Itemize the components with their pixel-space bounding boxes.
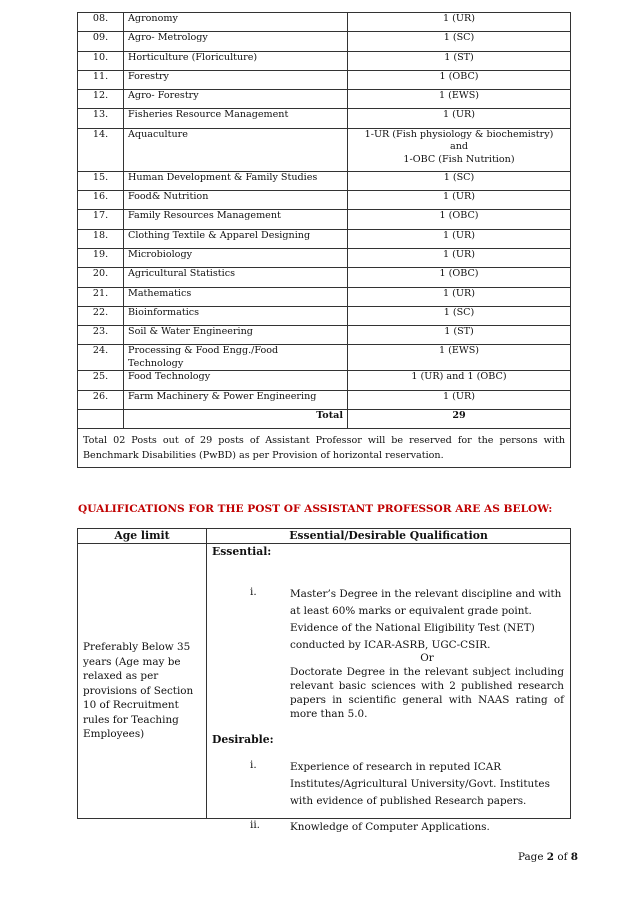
essential-label: Essential:: [212, 545, 272, 558]
posts-line: 1-OBC (Fish Nutrition): [403, 153, 515, 165]
page-footer: [518, 851, 578, 863]
subject-cell: Family Resources Management: [124, 210, 348, 229]
subject-cell: Soil & Water Engineering: [124, 326, 348, 345]
table-row: [78, 326, 571, 345]
row-number: 18.: [78, 229, 124, 248]
subject-cell: Food Technology: [124, 371, 348, 390]
subject-cell: Agro- Metrology: [124, 32, 348, 51]
posts-table: [77, 12, 571, 468]
desirable-item: [212, 819, 564, 836]
posts-cell: 1 (SC): [348, 306, 571, 325]
posts-line: and: [449, 141, 469, 153]
desirable-item: [212, 759, 564, 810]
row-number: 14.: [78, 128, 124, 171]
subject-cell: Microbiology: [124, 248, 348, 267]
age-limit-text: Preferably Below 35 years (Age may be relaxed as per provisions of Section 10 of Recruitment rules for Teaching Employees): [83, 641, 194, 740]
row-number: 17.: [78, 210, 124, 229]
qualification-header: Essential/Desirable Qualification: [207, 529, 571, 544]
posts-cell: 1 (ST): [348, 326, 571, 345]
table-row: [78, 268, 571, 287]
table-row: [78, 229, 571, 248]
posts-cell: 1 (UR) and 1 (OBC): [348, 371, 571, 390]
row-number: 19.: [78, 248, 124, 267]
qualifications-table: [77, 528, 571, 833]
row-number: 13.: [78, 109, 124, 128]
or-text: Or: [420, 652, 434, 664]
note-row: [78, 429, 571, 468]
subject-cell: Bioinformatics: [124, 306, 348, 325]
posts-cell: 1 (UR): [348, 390, 571, 409]
age-limit-header: Age limit: [78, 529, 207, 544]
subject-cell: Agro- Forestry: [124, 90, 348, 109]
posts-cell: 1 (UR): [348, 13, 571, 32]
page-total: 8: [570, 851, 578, 863]
table-row: [78, 90, 571, 109]
row-number: 23.: [78, 326, 124, 345]
table-row: [78, 390, 571, 409]
posts-cell: 1 (UR): [348, 109, 571, 128]
subject-line: Technology: [128, 357, 184, 369]
age-limit-cell: [78, 544, 207, 819]
posts-cell: 1 (OBC): [348, 210, 571, 229]
row-number: 21.: [78, 287, 124, 306]
posts-cell: 1 (UR): [348, 287, 571, 306]
subject-cell: Mathematics: [124, 287, 348, 306]
qualification-cell: [207, 544, 571, 833]
doctorate-block: [212, 651, 564, 721]
posts-cell: 1 (EWS): [348, 90, 571, 109]
row-number: 15.: [78, 171, 124, 190]
row-number: 11.: [78, 70, 124, 89]
posts-cell: 1 (OBC): [348, 268, 571, 287]
subject-cell: Agricultural Statistics: [124, 268, 348, 287]
table-row: [78, 248, 571, 267]
table-row: [78, 128, 571, 171]
desirable-item-text: Experience of research in reputed ICAR Institutes/Agricultural University/Govt. Institutes with evidence of published Research papers.: [290, 761, 550, 807]
posts-cell: 1 (OBC): [348, 70, 571, 89]
table-row: [78, 70, 571, 89]
subject-line: Processing & Food Engg./Food: [128, 345, 279, 357]
subject-cell: Aquaculture: [124, 128, 348, 171]
table-row: [78, 51, 571, 70]
row-number: 20.: [78, 268, 124, 287]
desirable-item-number: ii.: [250, 819, 260, 831]
subject-cell: Food& Nutrition: [124, 191, 348, 210]
posts-cell: 1 (SC): [348, 32, 571, 51]
row-number: 12.: [78, 90, 124, 109]
row-number: 08.: [78, 13, 124, 32]
subject-cell: Human Development & Family Studies: [124, 171, 348, 190]
row-number: 24.: [78, 345, 124, 371]
table-row: [78, 171, 571, 190]
row-number: 25.: [78, 371, 124, 390]
essential-item-number: i.: [250, 586, 257, 598]
subject-cell: Clothing Textile & Apparel Designing: [124, 229, 348, 248]
posts-cell: 1 (EWS): [348, 345, 571, 371]
subject-cell: Farm Machinery & Power Engineering: [124, 390, 348, 409]
posts-cell: 1 (UR): [348, 191, 571, 210]
table-row: [78, 287, 571, 306]
table-row: [78, 191, 571, 210]
table-row: [78, 32, 571, 51]
desirable-item-text: Knowledge of Computer Applications.: [290, 821, 490, 833]
total-blank: [78, 410, 124, 429]
doctorate-text: Doctorate Degree in the relevant subject including relevant basic sciences with 2 published research papers in scientific general with NAAS rating of more than 5.0.: [290, 666, 564, 720]
subject-cell: Agronomy: [124, 13, 348, 32]
row-number: 16.: [78, 191, 124, 210]
row-number: 10.: [78, 51, 124, 70]
row-number: 26.: [78, 390, 124, 409]
subject-cell: [124, 345, 348, 371]
total-value: 29: [348, 410, 571, 429]
essential-item: [212, 586, 564, 654]
table-row: [78, 371, 571, 390]
subject-cell: Forestry: [124, 70, 348, 89]
total-label: Total: [124, 410, 348, 429]
table-row: [78, 109, 571, 128]
posts-cell: 1 (ST): [348, 51, 571, 70]
essential-item-text: Master’s Degree in the relevant discipline and with at least 60% marks or equivalent grade point. Evidence of the National Eligibility Test (NET) conducted by ICAR-ASRB, UGC-CSIR.: [290, 588, 562, 651]
total-row: [78, 410, 571, 429]
subject-cell: Horticulture (Floriculture): [124, 51, 348, 70]
posts-cell: 1 (UR): [348, 248, 571, 267]
reservation-note: Total 02 Posts out of 29 posts of Assistant Professor will be reserved for the persons with Benchmark Disabilities (PwBD) as per Provision of horizontal reservation.: [78, 429, 571, 468]
table-row: [78, 210, 571, 229]
page-current: 2: [546, 851, 555, 863]
posts-cell: [348, 128, 571, 171]
posts-line: 1-UR (Fish physiology & biochemistry): [364, 128, 554, 140]
row-number: 22.: [78, 306, 124, 325]
table-row: [78, 13, 571, 32]
subject-cell: Fisheries Resource Management: [124, 109, 348, 128]
desirable-item-number: i.: [250, 759, 257, 771]
qualifications-heading: QUALIFICATIONS FOR THE POST OF ASSISTANT PROFESSOR ARE AS BELOW:: [78, 503, 553, 515]
desirable-label: Desirable:: [212, 733, 274, 746]
posts-cell: 1 (UR): [348, 229, 571, 248]
row-number: 09.: [78, 32, 124, 51]
table-row: [78, 306, 571, 325]
page-label: Page: [517, 851, 544, 863]
table-row: [78, 345, 571, 371]
posts-cell: 1 (SC): [348, 171, 571, 190]
page-of: of: [557, 851, 568, 863]
